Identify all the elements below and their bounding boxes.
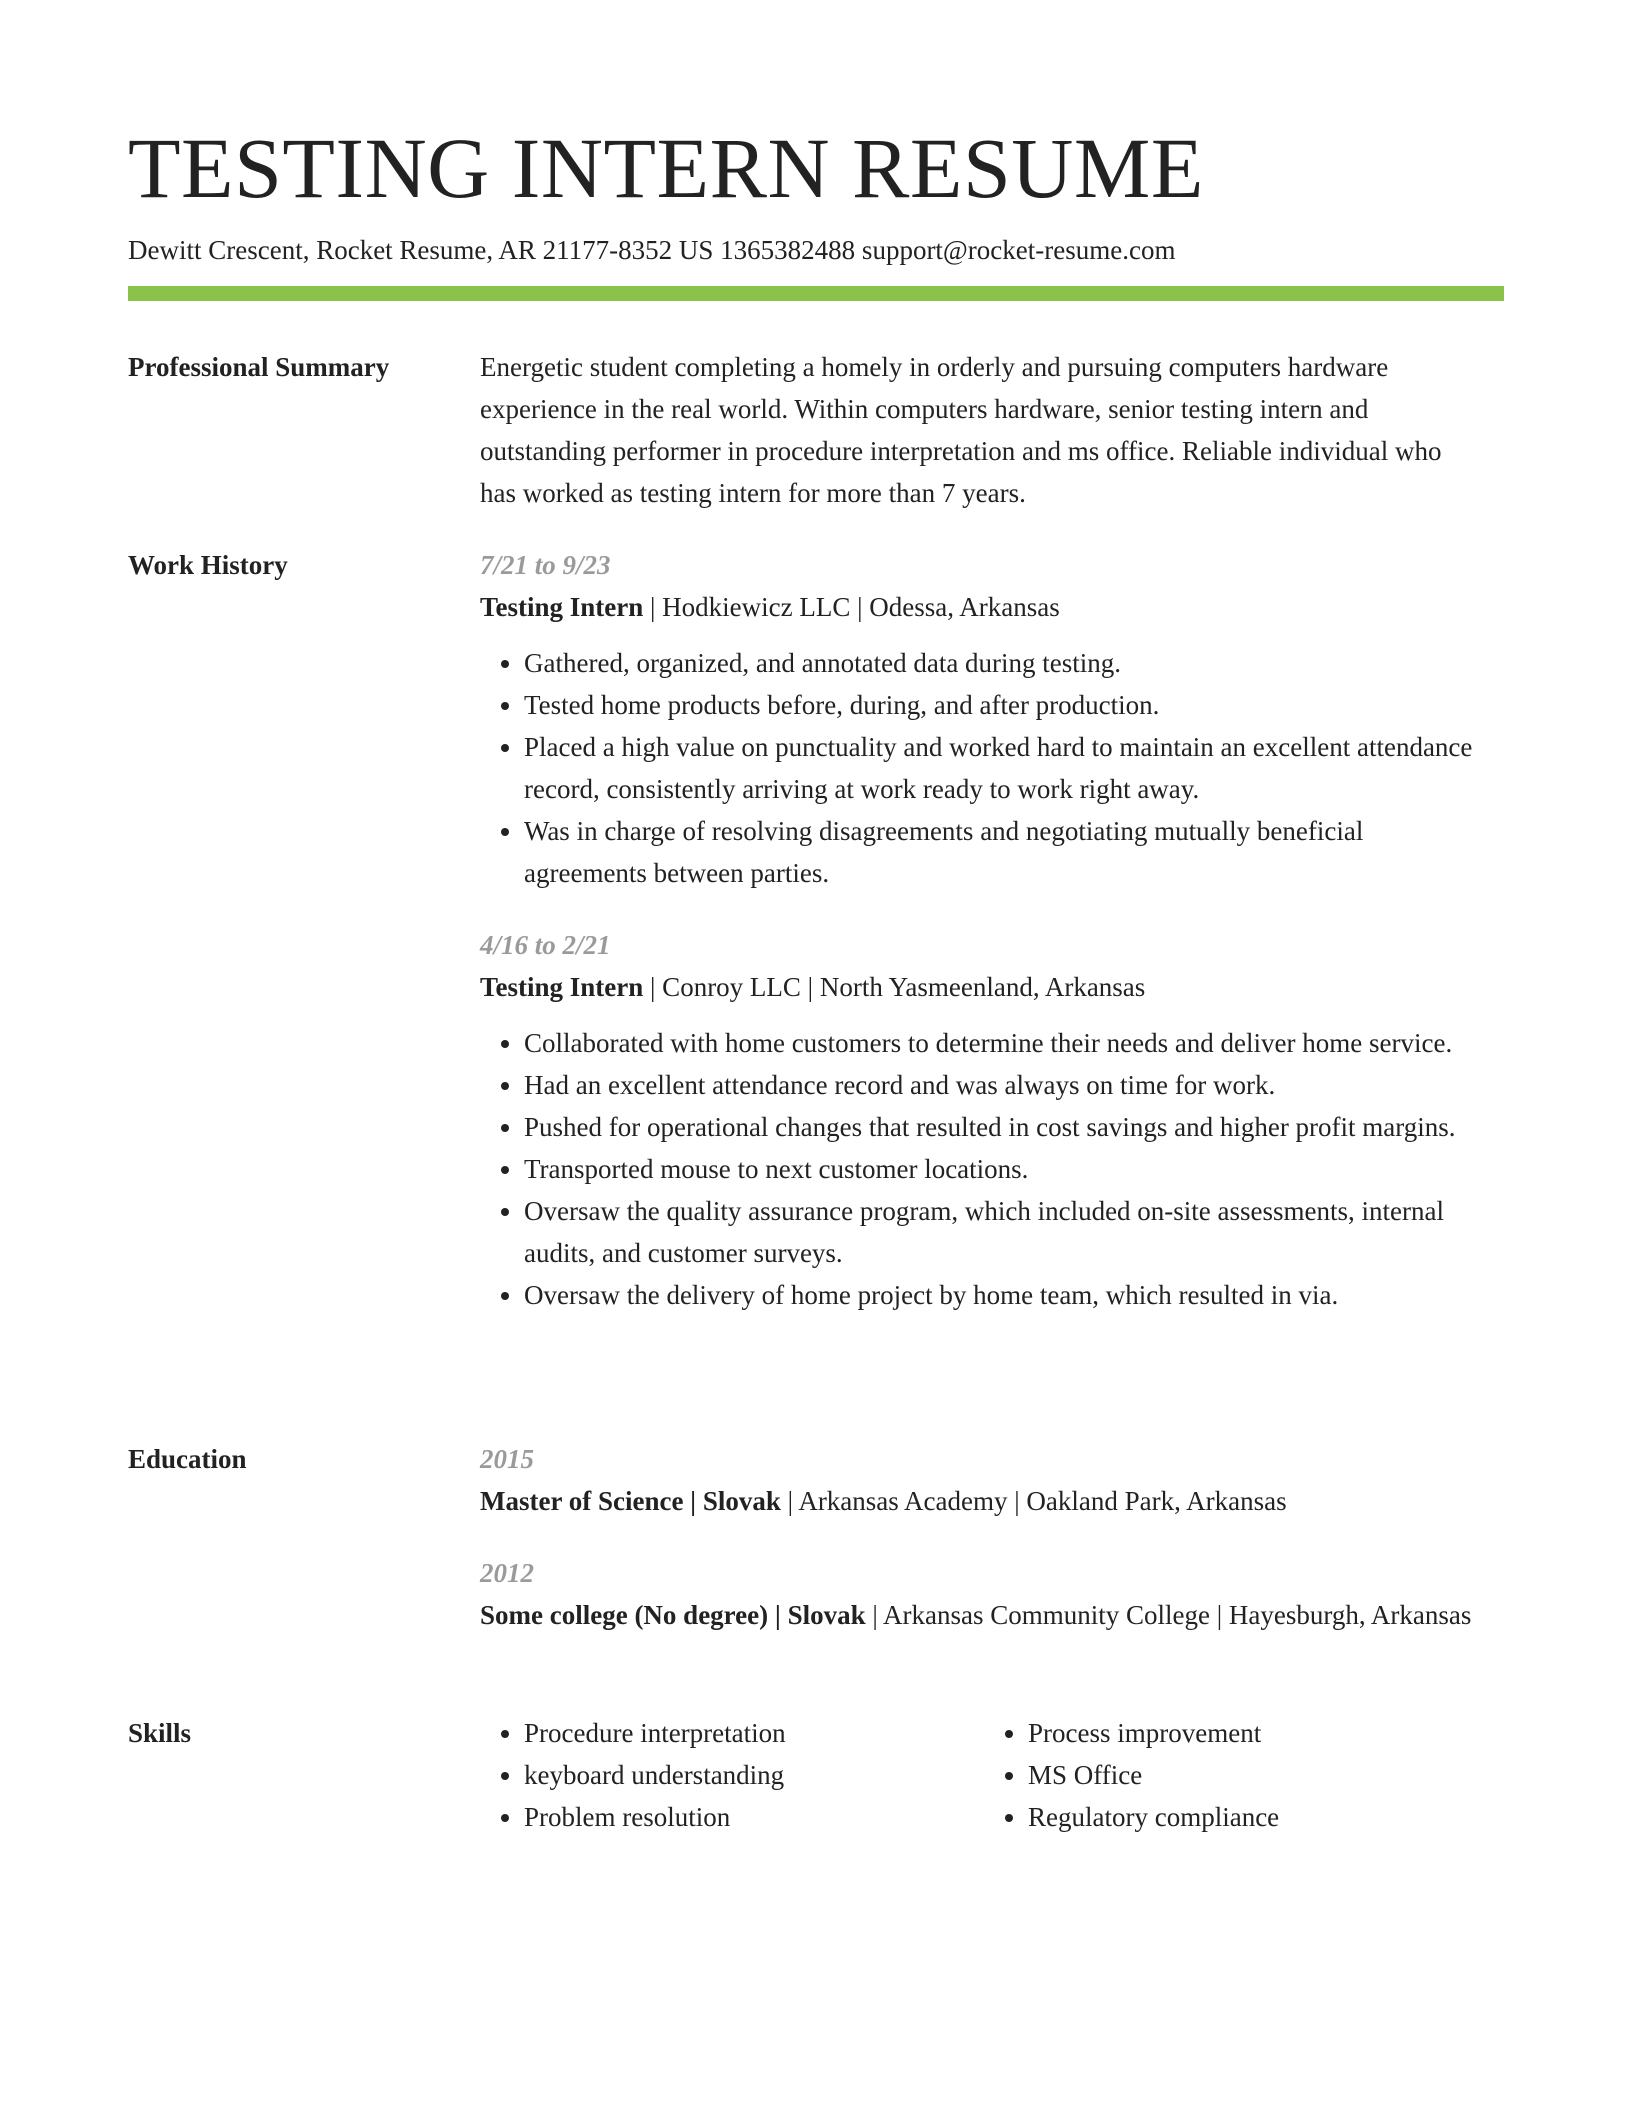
resume-title: TESTING INTERN RESUME: [128, 120, 1204, 216]
skills-columns: [480, 1712, 1480, 1838]
skills-list-right: [984, 1712, 1468, 1838]
education-heading: [480, 1594, 1480, 1636]
skill-item: • MS Office: [1028, 1754, 1468, 1796]
skills-list-left: [480, 1712, 984, 1838]
education-entry: [480, 1552, 1480, 1636]
skill-item: • Process improvement: [1028, 1712, 1468, 1754]
degree-name: Master of Science | Slovak: [480, 1486, 781, 1516]
section-label-skills: Skills: [128, 1718, 192, 1748]
list-item: • Was in charge of resolving disagreements and negotiating mutually beneficial agreements between parties.: [524, 810, 1480, 894]
summary-body: [480, 346, 1480, 514]
skill-item: • Problem resolution: [524, 1796, 984, 1838]
list-item: • Placed a high value on punctuality and worked hard to maintain an excellent attendance record, consistently arriving at work ready to work right away.: [524, 726, 1480, 810]
job-details: | Conroy LLC | North Yasmeenland, Arkansas: [643, 972, 1146, 1002]
education-details: | Arkansas Community College | Hayesburgh, Arkansas: [865, 1600, 1472, 1630]
job-entry: [480, 924, 1480, 1316]
section-label-education: Education: [128, 1444, 247, 1474]
list-item: • Collaborated with home customers to determine their needs and deliver home service.: [524, 1022, 1480, 1064]
job-entry: [480, 544, 1480, 894]
job-heading: [480, 966, 1480, 1008]
list-item: • Oversaw the quality assurance program, which included on-site assessments, internal audits, and customer surveys.: [524, 1190, 1480, 1274]
list-item: • Tested home products before, during, and after production.: [524, 684, 1480, 726]
work-history-body: [480, 544, 1480, 1346]
list-item: • Oversaw the delivery of home project by home team, which resulted in via.: [524, 1274, 1480, 1316]
job-dates: 4/16 to 2/21: [480, 930, 611, 960]
job-heading: [480, 586, 1480, 628]
summary-text: Energetic student completing a homely in orderly and pursuing computers hardware experience in the real world. Within computers hardware, senior testing intern and outstanding performer in procedure interpretation and ms office. Reliable individual who has worked as testing intern for more than 7 years.: [480, 352, 1442, 508]
skill-item: • keyboard understanding: [524, 1754, 984, 1796]
section-label-work-history: Work History: [128, 550, 288, 580]
skill-item: • Regulatory compliance: [1028, 1796, 1468, 1838]
list-item: • Transported mouse to next customer locations.: [524, 1148, 1480, 1190]
education-details: | Arkansas Academy | Oakland Park, Arkansas: [780, 1486, 1287, 1516]
skill-item: • Procedure interpretation: [524, 1712, 984, 1754]
contact-line: Dewitt Crescent, Rocket Resume, AR 21177-8352 US 1365382488 support@rocket-resume.com: [128, 235, 1176, 265]
list-item: • Pushed for operational changes that resulted in cost savings and higher profit margins.: [524, 1106, 1480, 1148]
education-year: 2012: [480, 1558, 534, 1588]
job-title: Testing Intern: [480, 592, 644, 622]
list-item: • Gathered, organized, and annotated data during testing.: [524, 642, 1480, 684]
job-title: Testing Intern: [480, 972, 644, 1002]
education-entry: [480, 1438, 1480, 1522]
job-details: | Hodkiewicz LLC | Odessa, Arkansas: [643, 592, 1060, 622]
job-bullets: [480, 642, 1480, 894]
education-heading: [480, 1480, 1480, 1522]
section-label-summary: Professional Summary: [128, 352, 390, 382]
skills-body: [480, 1712, 1480, 1838]
degree-name: Some college (No degree) | Slovak: [480, 1600, 866, 1630]
list-item: • Had an excellent attendance record and was always on time for work.: [524, 1064, 1480, 1106]
job-bullets: [480, 1022, 1480, 1316]
education-body: [480, 1438, 1480, 1666]
education-year: 2015: [480, 1444, 534, 1474]
header-divider: [128, 286, 1504, 301]
job-dates: 7/21 to 9/23: [480, 550, 611, 580]
